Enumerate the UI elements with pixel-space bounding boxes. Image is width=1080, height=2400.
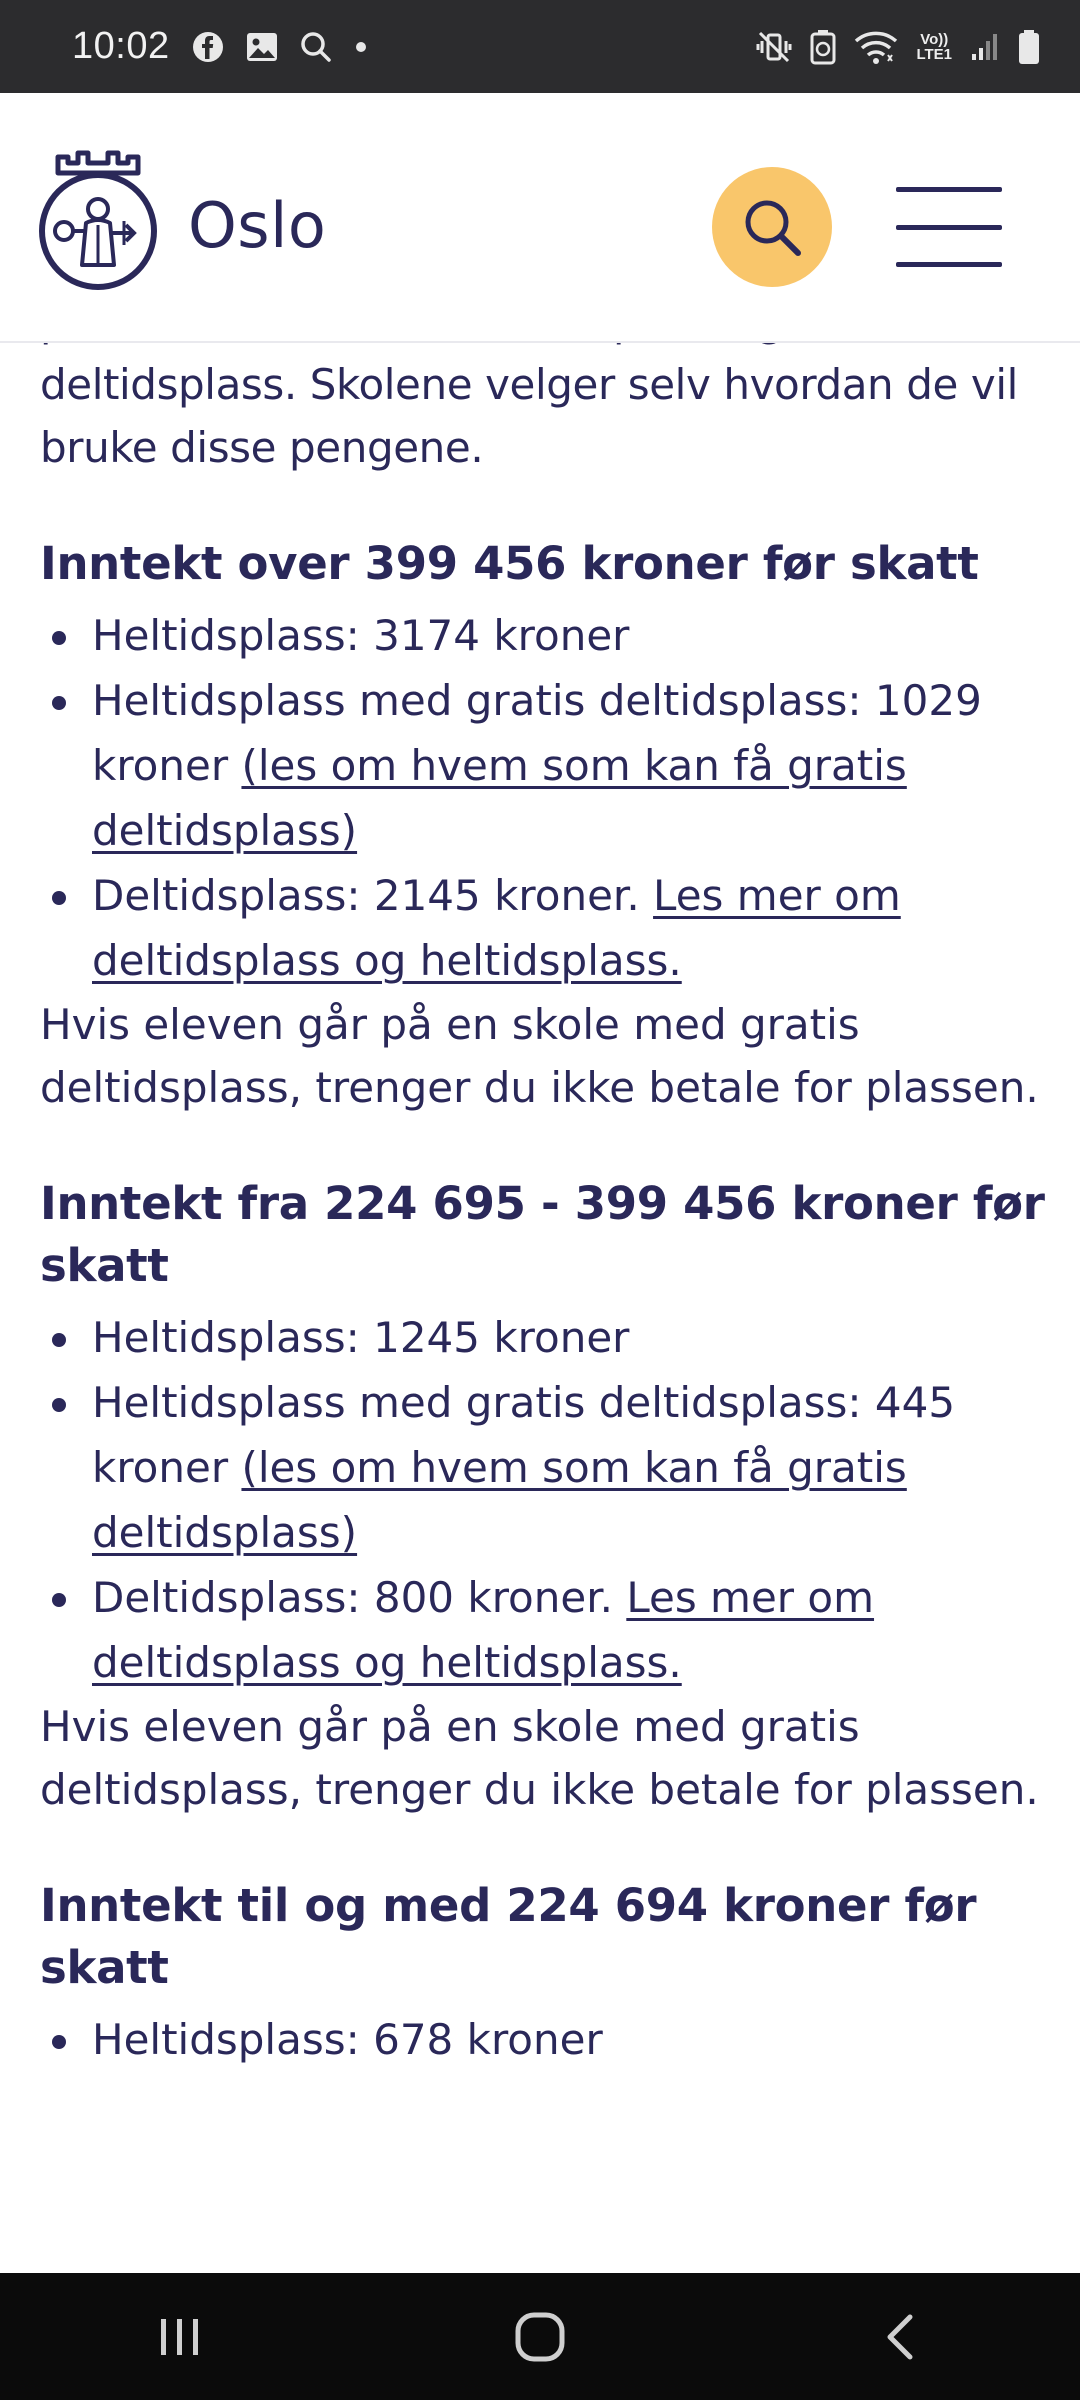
battery-saver-icon (810, 29, 836, 65)
home-icon (514, 2311, 566, 2363)
search-button[interactable] (712, 167, 832, 287)
dot-icon (354, 40, 368, 54)
image-icon (246, 32, 278, 62)
signal-icon (970, 32, 1000, 62)
price-section-mid-income (40, 1173, 1050, 1821)
list-item: Deltidsplass: 800 kroner. Les mer om deltidsplass og heltidsplass. (40, 1565, 1050, 1695)
facebook-icon (192, 31, 224, 63)
intro-paragraph: deltidsplass. Skolene velger selv hvordan de vil bruke disse pengene. (40, 360, 1018, 472)
hamburger-menu-icon (896, 187, 1002, 192)
oslo-logo[interactable] (36, 143, 160, 293)
brand-name[interactable]: Oslo (188, 189, 327, 262)
price-section-high-income (40, 533, 1050, 1119)
battery-icon (1018, 29, 1040, 65)
free-parttime-link[interactable]: (les om hvem som kan få gratis deltidsplass) (92, 741, 907, 855)
status-left-icons (192, 31, 368, 63)
volte-lte-icon (916, 32, 952, 62)
list-item: Deltidsplass: 2145 kroner. Les mer om deltidsplass og heltidsplass. (40, 863, 1050, 993)
site-header (0, 93, 1080, 343)
section-note: Hvis eleven går på en skole med gratis deltidsplass, trenger du ikke betale for plassen. (40, 1000, 1039, 1112)
search-icon (740, 195, 804, 259)
recent-apps-icon (155, 2315, 205, 2359)
back-icon (880, 2311, 920, 2363)
read-more-link[interactable]: Les mer om deltidsplass og heltidsplass. (92, 1573, 875, 1687)
system-nav-bar (0, 2273, 1080, 2400)
list-item: Heltidsplass: 678 kroner (40, 2007, 1050, 2072)
free-parttime-link[interactable]: (les om hvem som kan få gratis deltidsplass) (92, 1443, 907, 1557)
list-item: Heltidsplass: 1245 kroner (40, 1305, 1050, 1370)
price-list (40, 603, 1050, 993)
search-icon (300, 31, 332, 63)
list-item: Heltidsplass med gratis deltidsplass: 445 kroner (les om hvem som kan få gratis deltidsplass) (40, 1370, 1050, 1565)
section-heading: Inntekt fra 224 695 - 399 456 kroner før skatt (40, 1177, 1045, 1292)
list-item: Heltidsplass med gratis deltidsplass: 1029 kroner (les om hvem som kan få gratis deltidsplass) (40, 668, 1050, 863)
recent-apps-button[interactable] (110, 2287, 250, 2387)
price-list (40, 1305, 1050, 1695)
volte-top-label: Vo)) (920, 30, 949, 48)
status-right-icons (756, 0, 1040, 93)
home-button[interactable] (470, 2287, 610, 2387)
volte-bottom-label: LTE1 (916, 45, 952, 63)
list-item: Heltidsplass: 3174 kroner (40, 603, 1050, 668)
wifi-icon (854, 29, 898, 65)
status-time: 10:02 (72, 25, 170, 67)
mute-vibrate-icon (756, 29, 792, 65)
status-bar (0, 0, 1080, 93)
main-content (40, 290, 1050, 2072)
section-heading: Inntekt til og med 224 694 kroner før skatt (40, 1879, 977, 1994)
section-heading: Inntekt over 399 456 kroner før skatt (40, 537, 979, 590)
price-section-low-income (40, 1875, 1050, 2072)
menu-button[interactable] (896, 187, 1006, 267)
section-note: Hvis eleven går på en skole med gratis deltidsplass, trenger du ikke betale for plassen. (40, 1702, 1039, 1814)
read-more-link[interactable]: Les mer om deltidsplass og heltidsplass. (92, 871, 901, 985)
back-button[interactable] (830, 2287, 970, 2387)
price-list (40, 2007, 1050, 2072)
